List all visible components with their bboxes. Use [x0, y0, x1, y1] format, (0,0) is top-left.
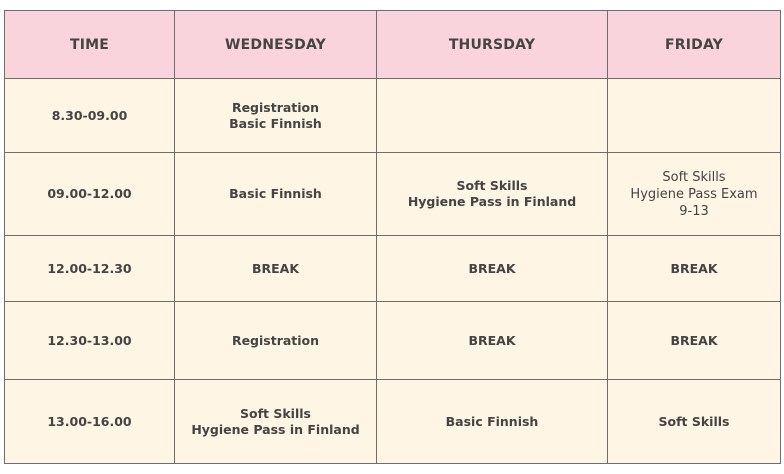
header-time: TIME — [5, 11, 175, 79]
wednesday-cell — [175, 79, 377, 153]
table-row — [5, 380, 781, 464]
time-cell: 13.00-16.00 — [5, 380, 175, 464]
session-label: Basic Finnish — [229, 186, 322, 201]
break-label: BREAK — [670, 260, 718, 276]
session-label: Soft Skills — [456, 178, 528, 193]
session-label: Hygiene Pass Exam — [630, 186, 758, 202]
session-label: Soft Skills — [662, 169, 726, 185]
header-friday: FRIDAY — [608, 11, 781, 79]
thursday-cell — [377, 79, 608, 153]
header-wednesday: WEDNESDAY — [175, 11, 377, 79]
session-label: Basic Finnish — [445, 413, 539, 429]
wednesday-cell — [175, 153, 377, 236]
break-label: BREAK — [251, 260, 300, 276]
session-label: Hygiene Pass in Finland — [407, 194, 577, 209]
header-thursday: THURSDAY — [377, 11, 608, 79]
thursday-cell — [377, 302, 608, 380]
friday-cell — [608, 79, 781, 153]
wednesday-cell — [175, 302, 377, 380]
wednesday-cell — [175, 380, 377, 464]
break-label: BREAK — [468, 332, 516, 348]
time-cell: 12.00-12.30 — [5, 236, 175, 302]
table-row — [5, 79, 781, 153]
time-cell: 8.30-09.00 — [5, 79, 175, 153]
schedule-table — [4, 10, 781, 464]
friday-cell — [608, 236, 781, 302]
friday-cell — [608, 380, 781, 464]
time-cell: 09.00-12.00 — [5, 153, 175, 236]
break-label: BREAK — [468, 260, 516, 276]
friday-cell — [608, 302, 781, 380]
thursday-cell — [377, 380, 608, 464]
thursday-cell — [377, 236, 608, 302]
session-label: Soft Skills — [240, 405, 311, 421]
wednesday-cell — [175, 236, 377, 302]
time-cell: 12.30-13.00 — [5, 302, 175, 380]
table-row — [5, 236, 781, 302]
thursday-cell — [377, 153, 608, 236]
session-label: Registration — [231, 99, 320, 115]
session-label: Soft Skills — [658, 413, 730, 429]
break-label: BREAK — [670, 332, 718, 348]
table-row — [5, 153, 781, 236]
friday-cell — [608, 153, 781, 236]
session-label: Registration — [231, 332, 320, 348]
session-label: Basic Finnish — [229, 115, 322, 131]
session-label: 9-13 — [679, 203, 709, 219]
table-row — [5, 302, 781, 380]
header-row — [5, 11, 781, 79]
session-label: Hygiene Pass in Finland — [191, 421, 360, 437]
